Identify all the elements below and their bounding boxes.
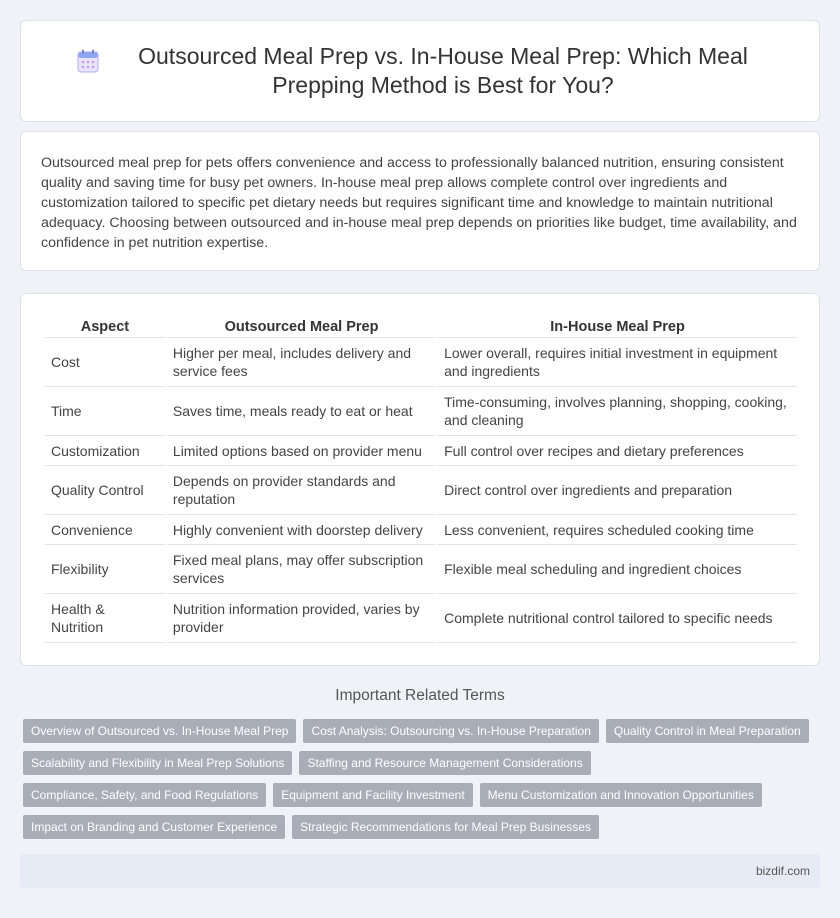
site-link[interactable]: bizdif.com [755,864,810,878]
table-row [45,338,797,387]
related-term-tag[interactable]: Compliance, Safety, and Food Regulations [23,783,266,807]
table-row [45,466,797,515]
aspect-cell: Flexibility [45,545,165,594]
related-term-tag[interactable]: Equipment and Facility Investment [273,783,472,807]
aspect-cell: Convenience [45,515,165,545]
related-term-tag[interactable]: Staffing and Resource Management Considerations [299,751,590,775]
in-house-cell: Direct control over ingredients and preparation [438,466,797,515]
title-card [20,20,820,122]
title-wrap [77,42,763,100]
outsourced-cell: Limited options based on provider menu [167,436,436,466]
related-terms-tags [23,719,823,847]
related-terms-heading: Important Related Terms [335,687,505,704]
footer [20,854,820,888]
in-house-cell: Complete nutritional control tailored to specific needs [438,594,797,643]
related-term-tag[interactable]: Impact on Branding and Customer Experience [23,815,285,839]
page-title: Outsourced Meal Prep vs. In-House Meal Prep: Which Meal Prepping Method is Best for You? [138,43,748,98]
in-house-cell: Less convenient, requires scheduled cooking time [438,515,797,545]
intro-card [20,131,820,271]
aspect-cell: Customization [45,436,165,466]
related-term-tag[interactable]: Quality Control in Meal Preparation [606,719,809,743]
calendar-icon [77,49,99,73]
in-house-cell: Time-consuming, involves planning, shopping, cooking, and cleaning [438,387,797,436]
table-row [45,594,797,643]
in-house-cell: Flexible meal scheduling and ingredient choices [438,545,797,594]
aspect-cell: Health & Nutrition [45,594,165,643]
header-aspect: Aspect [45,312,165,338]
tag-row [23,783,823,807]
table-row [45,515,797,545]
tag-row [23,751,823,775]
tag-row [23,815,823,839]
related-term-tag[interactable]: Overview of Outsourced vs. In-House Meal Prep [23,719,296,743]
related-term-tag[interactable]: Cost Analysis: Outsourcing vs. In-House Preparation [303,719,598,743]
outsourced-cell: Saves time, meals ready to eat or heat [167,387,436,436]
header-in-house: In-House Meal Prep [438,312,797,338]
related-term-tag[interactable]: Scalability and Flexibility in Meal Prep Solutions [23,751,292,775]
comparison-table [43,312,799,643]
table-row [45,387,797,436]
in-house-cell: Lower overall, requires initial investment in equipment and ingredients [438,338,797,387]
outsourced-cell: Highly convenient with doorstep delivery [167,515,436,545]
table-row [45,545,797,594]
aspect-cell: Cost [45,338,165,387]
intro-paragraph: Outsourced meal prep for pets offers convenience and access to professionally balanced nutrition, ensuring consistent quality and saving time for busy pet owners. In-house meal prep allows complete control over ingredients and customization tailored to specific pet dietary needs but requires significant time and knowledge to maintain nutritional adequacy. Choosing between outsourced and in-house meal prep depends on priorities like budget, time availability, and confidence in pet nutrition expertise. [41,155,797,251]
aspect-cell: Time [45,387,165,436]
related-term-tag[interactable]: Strategic Recommendations for Meal Prep Businesses [292,815,599,839]
related-term-tag[interactable]: Menu Customization and Innovation Opportunities [480,783,762,807]
table-row [45,436,797,466]
aspect-cell: Quality Control [45,466,165,515]
comparison-table-card [20,293,820,666]
outsourced-cell: Higher per meal, includes delivery and service fees [167,338,436,387]
table-header-row [45,312,797,338]
header-outsourced: Outsourced Meal Prep [167,312,436,338]
outsourced-cell: Nutrition information provided, varies by provider [167,594,436,643]
in-house-cell: Full control over recipes and dietary preferences [438,436,797,466]
outsourced-cell: Fixed meal plans, may offer subscription services [167,545,436,594]
tag-row [23,719,823,743]
outsourced-cell: Depends on provider standards and reputation [167,466,436,515]
